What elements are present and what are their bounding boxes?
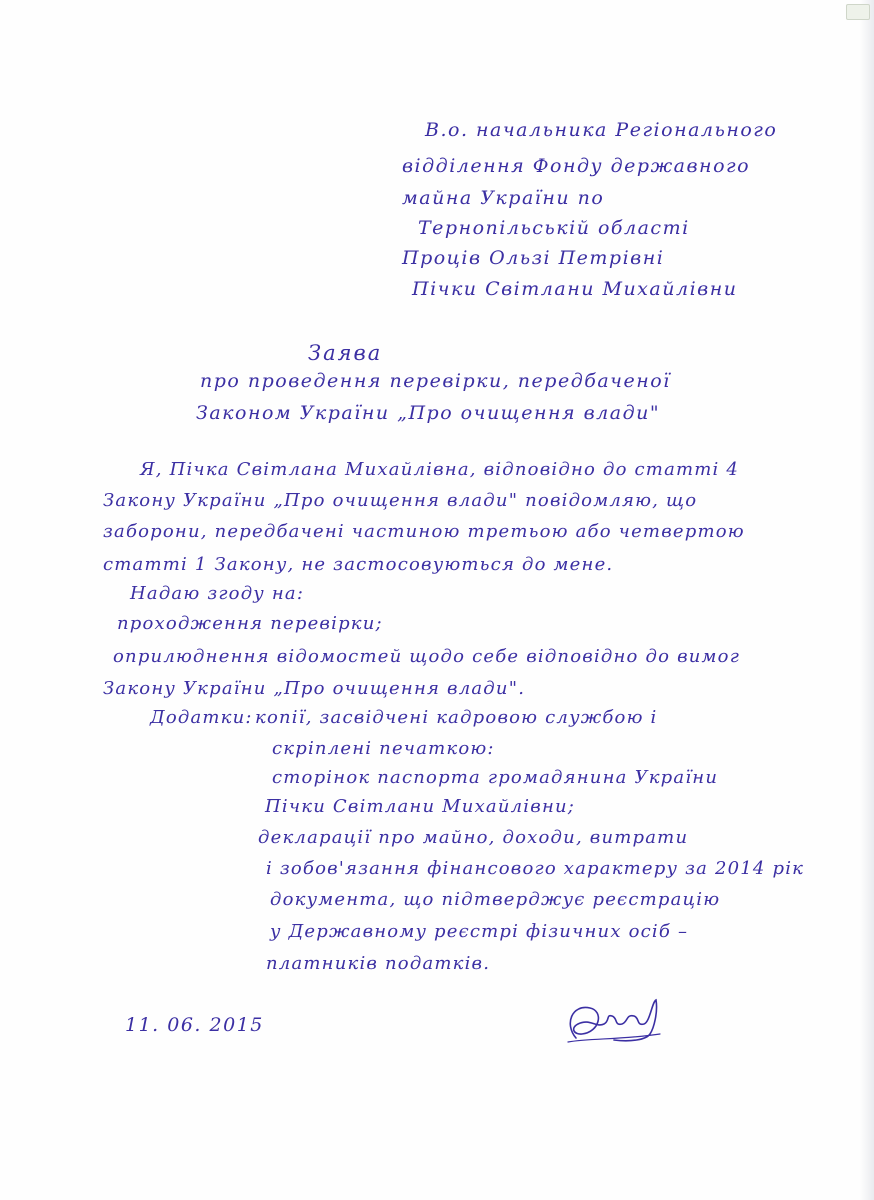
document-title: Заява bbox=[308, 341, 383, 365]
document-date: 11. 06. 2015 bbox=[125, 1014, 264, 1036]
consent-line: Надаю згоду на: bbox=[130, 583, 305, 604]
attachment-1-line-2: скріплені печаткою: bbox=[272, 738, 495, 759]
attachment-4-line-2: у Державному реєстрі фізичних осіб – bbox=[270, 921, 689, 942]
consent-item-2-line-1: оприлюднення відомостей щодо себе відповідно до вимог bbox=[113, 646, 741, 667]
attachment-3-line-2: і зобов'язання фінансового характеру за 2014 рік bbox=[266, 858, 805, 879]
recipient-line-6: Пічки Світлани Михайлівни bbox=[412, 278, 738, 300]
heading-line-1: про проведення перевірки, передбаченої bbox=[200, 370, 671, 392]
body-line-4: статті 1 Закону, не застосовуються до мене. bbox=[103, 554, 614, 575]
body-line-1: Я, Пічка Світлана Михайлівна, відповідно до статті 4 bbox=[140, 459, 740, 480]
attachments-label: Додатки: bbox=[150, 707, 253, 728]
scan-corner-mark bbox=[846, 4, 870, 20]
body-line-3: заборони, передбачені частиною третьою або четвертою bbox=[103, 521, 745, 542]
handwritten-signature bbox=[560, 994, 670, 1054]
recipient-line-5: Проців Ользі Петрівні bbox=[402, 247, 665, 269]
attachment-4-line-1: документа, що підтверджує реєстрацію bbox=[270, 889, 721, 910]
consent-item-2-line-2: Закону України „Про очищення влади". bbox=[103, 678, 526, 699]
scan-edge-shadow bbox=[860, 0, 874, 1200]
body-line-2: Закону України „Про очищення влади" повідомляю, що bbox=[103, 490, 698, 511]
attachment-4-line-3: платників податків. bbox=[266, 953, 491, 974]
recipient-line-2: відділення Фонду державного bbox=[402, 155, 751, 177]
attachment-2-line-2: Пічки Світлани Михайлівни; bbox=[265, 796, 576, 817]
heading-line-2: Законом України „Про очищення влади" bbox=[196, 402, 661, 424]
recipient-line-1: В.о. начальника Регіонального bbox=[425, 119, 778, 141]
attachment-2-line-1: сторінок паспорта громадянина України bbox=[272, 767, 719, 788]
recipient-line-3: майна України по bbox=[402, 187, 605, 209]
recipient-line-4: Тернопільській області bbox=[418, 217, 690, 239]
attachment-1-line-1: копії, засвідчені кадровою службою і bbox=[255, 707, 658, 728]
consent-item-1: проходження перевірки; bbox=[117, 613, 383, 634]
attachment-3-line-1: декларації про майно, доходи, витрати bbox=[258, 827, 689, 848]
